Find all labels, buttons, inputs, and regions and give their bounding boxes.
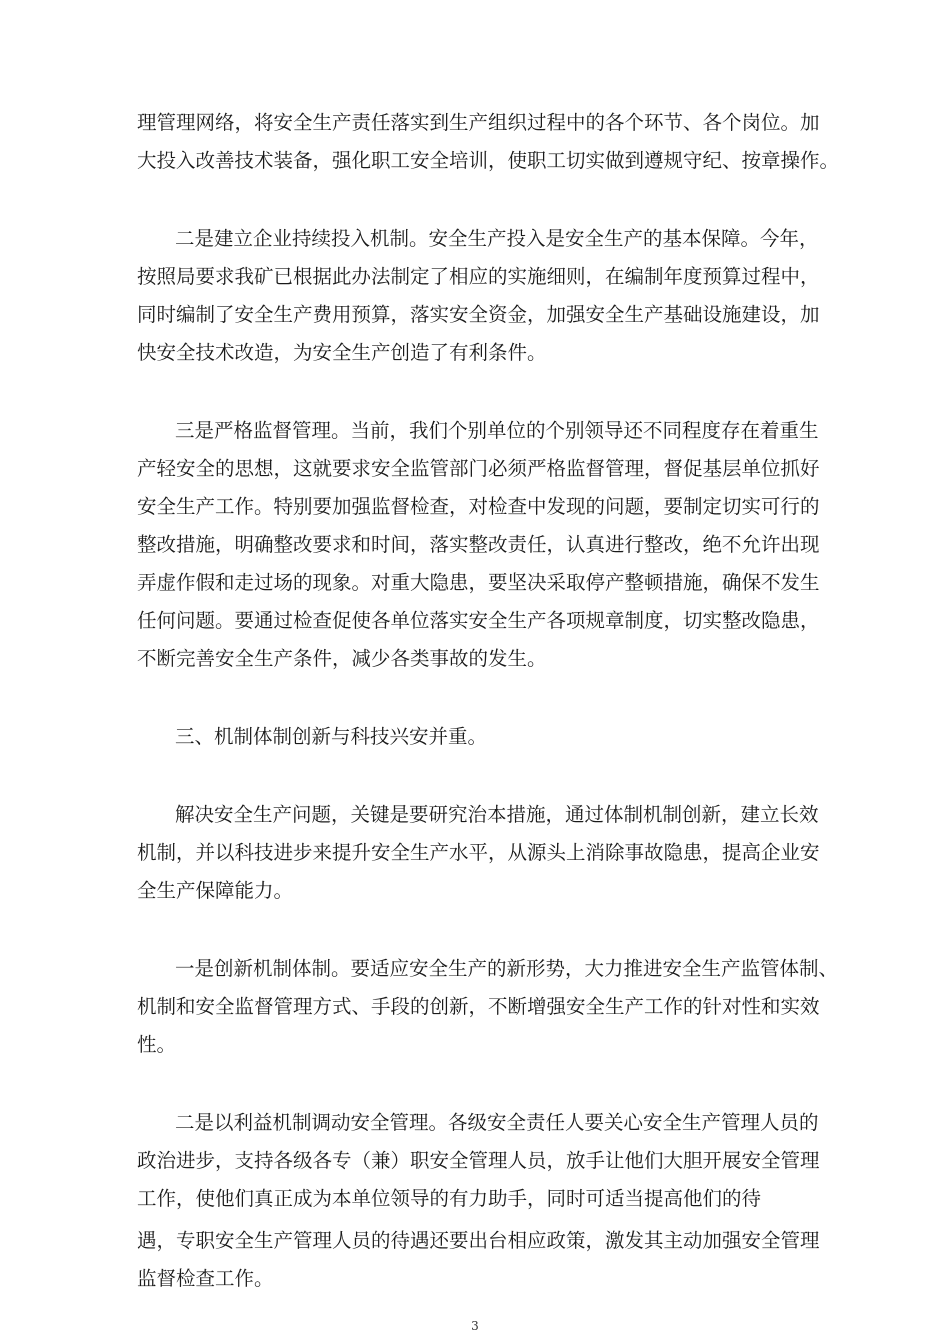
text-line: 同时编制了安全生产费用预算，落实安全资金，加强安全生产基础设施建设，加	[137, 303, 820, 326]
text-line: 二是建立企业持续投入机制。安全生产投入是安全生产的基本保障。今年，	[175, 227, 819, 250]
text-line: 整改措施，明确整改要求和时间，落实整改责任，认真进行整改，绝不允许出现	[137, 533, 820, 556]
text-line: 工作，使他们真正成为本单位领导的有力助手，同时可适当提高他们的待	[137, 1187, 762, 1210]
text-line: 三是严格监督管理。当前，我们个别单位的个别领导还不同程度存在着重生	[175, 419, 819, 442]
text-line: 理管理网络，将安全生产责任落实到生产组织过程中的各个环节、各个岗位。加	[137, 111, 820, 134]
text-line: 性。	[137, 1033, 177, 1056]
text-line: 机制，并以科技进步来提升安全生产水平，从源头上消除事故隐患，提高企业安	[137, 841, 820, 864]
text-line: 遇，专职安全生产管理人员的待遇还要出台相应政策，激发其主动加强安全管理	[137, 1229, 820, 1252]
section-heading: 三、机制体制创新与科技兴安并重。	[175, 725, 488, 748]
text-line: 按照局要求我矿已根据此办法制定了相应的实施细则，在编制年度预算过程中，	[137, 265, 820, 288]
text-line: 弄虚作假和走过场的现象。对重大隐患，要坚决采取停产整顿措施，确保不发生	[137, 571, 820, 594]
page-number: 3	[471, 1319, 479, 1333]
text-line: 解决安全生产问题，关键是要研究治本措施，通过体制机制创新，建立长效	[175, 803, 819, 826]
text-line: 快安全技术改造，为安全生产创造了有利条件。	[137, 341, 547, 364]
text-line: 安全生产工作。特别要加强监督检查，对检查中发现的问题，要制定切实可行的	[137, 495, 820, 518]
text-line: 不断完善安全生产条件，减少各类事故的发生。	[137, 647, 547, 670]
text-line: 一是创新机制体制。要适应安全生产的新形势，大力推进安全生产监管体制、	[175, 957, 839, 980]
text-line: 政治进步，支持各级各专（兼）职安全管理人员，放手让他们大胆开展安全管理	[137, 1149, 820, 1172]
text-line: 二是以利益机制调动安全管理。各级安全责任人要关心安全生产管理人员的	[175, 1111, 819, 1134]
text-line: 监督检查工作。	[137, 1267, 274, 1290]
text-line: 任何问题。要通过检查促使各单位落实安全生产各项规章制度，切实整改隐患，	[137, 609, 820, 632]
text-line: 大投入改善技术装备，强化职工安全培训，使职工切实做到遵规守纪、按章操作。	[137, 149, 840, 172]
text-line: 产轻安全的思想，这就要求安全监管部门必须严格监督管理，督促基层单位抓好	[137, 457, 820, 480]
text-line: 机制和安全监督管理方式、手段的创新，不断增强安全生产工作的针对性和实效	[137, 995, 820, 1018]
text-line: 全生产保障能力。	[137, 879, 294, 902]
